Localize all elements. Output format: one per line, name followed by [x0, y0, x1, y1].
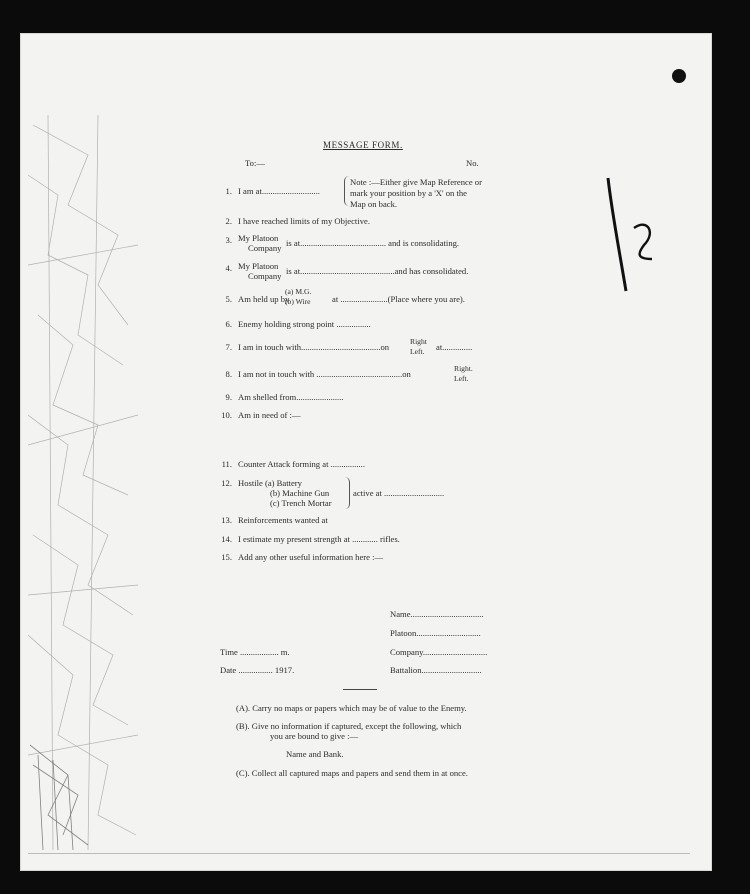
battalion-field: Battalion............................ [390, 665, 482, 675]
item-number: 4. [225, 263, 232, 273]
instruction-b-name: Name and Bank. [286, 749, 344, 759]
item-7-right: Right [410, 337, 427, 346]
item-10-text: Am in need of :— [238, 410, 301, 420]
handwritten-pen-mark [600, 173, 660, 303]
item-number: 12. [221, 478, 232, 488]
item-4-company: Company [248, 271, 282, 281]
item-1-text: I am at........................... [238, 186, 320, 196]
item-number: 1. [225, 186, 232, 196]
name-field: Name.................................. [390, 609, 484, 619]
item-12-battery: Hostile (a) Battery [238, 478, 302, 488]
item-number: 8. [225, 369, 232, 379]
divider [343, 689, 377, 690]
bottom-border [28, 853, 690, 854]
item-number: 3. [225, 235, 232, 245]
item-3-text: is at........................................ and is consolidating. [286, 238, 460, 248]
item-number: 6. [225, 319, 232, 329]
punch-hole [672, 69, 686, 83]
note-brace [344, 176, 349, 206]
message-form-sheet [20, 33, 712, 871]
item-13-text: Reinforcements wanted at [238, 515, 328, 525]
note-line-2: mark your position by a 'X' on the [350, 188, 467, 198]
item-6-text: Enemy holding strong point ................ [238, 319, 371, 329]
instruction-b: (B). Give no information if captured, except the following, which [236, 721, 462, 731]
to-label: To:— [245, 158, 265, 168]
item-8-left: Left. [454, 374, 469, 383]
item-12-active: active at ............................ [353, 488, 445, 498]
map-bleed-through [28, 115, 138, 850]
item-7-at: at.............. [436, 342, 473, 352]
item-number: 2. [225, 216, 232, 226]
item-5-mg: (a) M.G. [285, 287, 312, 296]
form-title: MESSAGE FORM. [323, 140, 403, 150]
item-4-text: is at............................................and has consolidated. [286, 266, 469, 276]
item-3-platoon: My Platoon [238, 233, 279, 243]
item-number: 10. [221, 410, 232, 420]
item-4-platoon: My Platoon [238, 261, 279, 271]
number-label: No. [466, 158, 479, 168]
item-number: 11. [221, 459, 232, 469]
note-line-1: Note :—Either give Map Reference or [350, 177, 482, 187]
item-3-company: Company [248, 243, 282, 253]
item-5-wire: (b) Wire [285, 297, 311, 306]
item-7-text: I am in touch with.....................................on [238, 342, 390, 352]
item-number: 13. [221, 515, 232, 525]
platoon-field: Platoon.............................. [390, 628, 481, 638]
item-12-machine-gun: (b) Machine Gun [270, 488, 330, 498]
item-5-text: Am held up by [238, 294, 290, 304]
item-9-text: Am shelled from...................... [238, 392, 344, 402]
item-2-text: I have reached limits of my Objective. [238, 216, 370, 226]
date-field: Date ................ 1917. [220, 665, 295, 675]
item-number: 14. [221, 534, 232, 544]
item-12-trench-mortar: (c) Trench Mortar [270, 498, 332, 508]
item-8-right: Right. [454, 364, 473, 373]
item-number: 7. [225, 342, 232, 352]
item-5-place: at ......................(Place where you are). [332, 294, 465, 304]
item-12-brace [345, 477, 350, 509]
instruction-c: (C). Collect all captured maps and papers and send them in at once. [236, 768, 468, 778]
item-number: 9. [225, 392, 232, 402]
instruction-a: (A). Carry no maps or papers which may be of value to the Enemy. [236, 703, 467, 713]
item-15-text: Add any other useful information here :— [238, 552, 384, 562]
item-7-left: Left. [410, 347, 425, 356]
instruction-b-cont: you are bound to give :— [270, 731, 359, 741]
item-number: 15. [221, 552, 232, 562]
item-8-text: I am not in touch with ........................................on [238, 369, 411, 379]
item-11-text: Counter Attack forming at ................ [238, 459, 365, 469]
company-field: Company.............................. [390, 647, 488, 657]
time-field: Time .................. m. [220, 647, 290, 657]
note-line-3: Map on back. [350, 199, 398, 209]
item-14-text: I estimate my present strength at ............ rifles. [238, 534, 400, 544]
item-number: 5. [225, 294, 232, 304]
